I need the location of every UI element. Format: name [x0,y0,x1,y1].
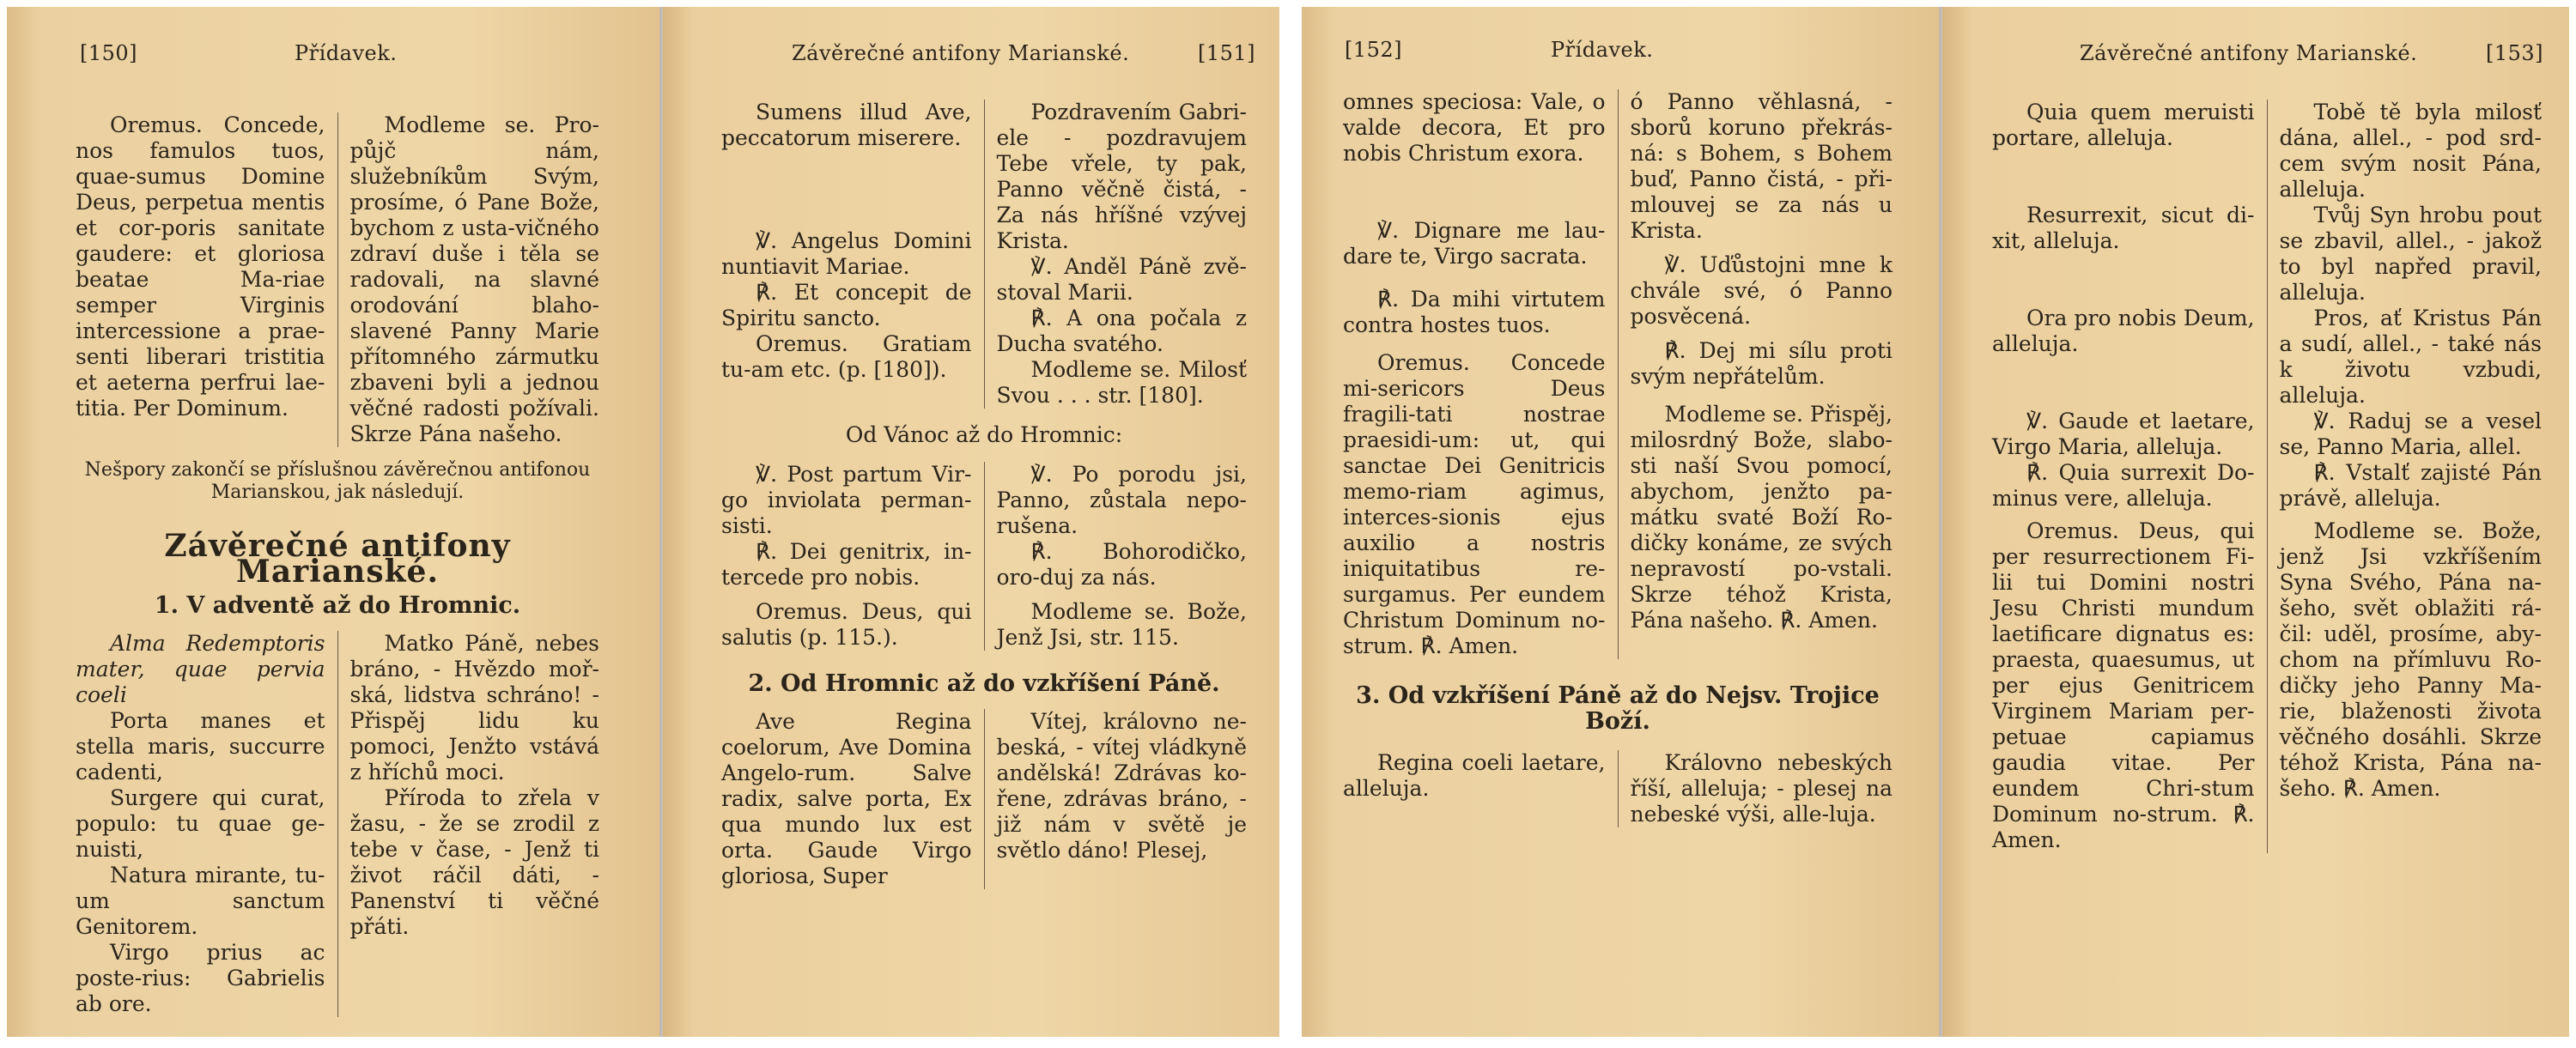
latin-oremus: Oremus. Concede mi-sericors Deus fragili-tati nostrae praesidi-um: ut, qui sanctae Dei Genitricis memo-riam agimus, interces-sionis ejus auxilio a nostris iniquitatibus re-surgamus. Per eundem Christum Dominum no-strum. ℟. Amen. [1343,350,1606,658]
page-number: [153] [2485,41,2543,65]
alma-block [76,631,599,1017]
page-body [76,112,599,1017]
latin-verse: Resurrexit, sicut di-xit, alleluja. [1992,203,2255,253]
page-152 [1302,7,1939,1037]
czech-verse: Pozdravením Gabri-ele - pozdravujem Tebe vřele, ty pak, Panno věčně čistá, - Za nás hříšné vzývej Krista. [996,100,1247,253]
czech-verse: Příroda to zřela v žasu, - že se zrodil z tebe v čase, - Jenž ti život ráčil dáti, - Panenství ti věčné přáti. [349,785,599,939]
latin-verse: Surgere qui curat, populo: tu quae ge-nuisti, [76,785,325,862]
subsection-title: 2. Od Hromnic až do vzkříšení Páně. [748,670,1220,697]
latin-verse: Porta manes et stella maris, succurre cadenti, [76,708,325,784]
czech-verse: Tvůj Syn hrobu pout se zbavil, allel., - jakož to byl napřed pravil, alleluja. [2279,203,2542,305]
page-body [1992,100,2542,853]
latin-verse: Ave Regina coelorum, Ave Domina Angelo-rum. Salve radix, salve porta, Ex qua mundo lux est orta. Gaude Virgo gloriosa, Super [721,709,972,888]
section-title: Závěrečné antifony Marianské. [164,528,511,590]
latin-oremus: Oremus. Deus, qui salutis (p. 115.). [721,599,972,650]
latin-oremus: Oremus. Gratiam tu-am etc. (p. [180]). [721,331,972,382]
czech-oremus: Modleme se. Pro-půjč nám, služebníkům Svým, prosíme, ó Pane Bože, bychom z usta-vičného zdraví duše i těla se radovali, na slavné orodování blaho-slavené Panny Marie přítomného zármutku zbaveni byli a jednou věčné radosti požívali. Skrze Pána našeho. [337,112,600,447]
running-title: Přídavek. [295,41,398,65]
latin-oremus: Oremus. Concede, nos famulos tuos, quae-sumus Domine Deus, perpetua mentis et cor-poris sanitate gaudere: et gloriosa beatae Ma-riae semper Virginis intercessione a prae-senti liberari tristitia et aeterna perfrui lae-titia. Per Dominum. [76,112,325,421]
czech-verse: ó Panno věhlasná, - sborů koruno překrás-ná: s Bohem, s Bohem buď, Panno čistá, - při-mlouvej se za nás u Krista. [1630,89,1893,243]
page-body [721,100,1247,889]
running-title: Závěrečné antifony Marianské. [2080,41,2418,65]
latin-versicle: ℣. Post partum Vir-go inviolata perman-sisti. [721,462,972,538]
czech-oremus: Modleme se. Milosť Svou . . . str. [180]. [996,357,1247,408]
latin-versicle: ℣. Angelus Domini nuntiavit Mariae. [721,228,972,279]
latin-verse: Virgo prius ac poste-rius: Gabrielis ab ore. [76,940,325,1016]
czech-versicle: ℣. Uďůstojni mne k chvále své, ó Panno posvěcená. [1630,252,1893,329]
czech-response: ℟. Vstalť zajisté Pán právě, alleluja. [2279,460,2542,511]
czech-oremus: Modleme se. Bože, Jenž Jsi, str. 115. [996,599,1247,650]
latin-verse: Quia quem meruisti portare, alleluja. [1992,100,2255,150]
latin-versicle: ℣. Gaude et laetare, Virgo Maria, alleluja. [1992,409,2255,459]
latin-response: ℟. Dei genitrix, in-tercede pro nobis. [721,539,972,590]
czech-oremus: Modleme se. Bože, jenž Jsi vzkříšením Syna Svého, Pána na-šeho, svět oblažiti rá-čil: uděl, prosíme, aby-chom na přímluvu Ro-dičky jeho Panny Ma-rie, blaženosti života věčného dosáhli. Skrze téhož Krista, Pána na-šeho. ℟. Amen. [2279,518,2542,801]
latin-verse: Alma Redemptoris mater, quae pervia coeli [76,631,325,707]
page-153 [1942,7,2569,1037]
page-number: [151] [1197,41,1255,65]
latin-verse: omnes speciosa: Vale, o valde decora, Et pro nobis Christum exora. [1343,89,1606,166]
page-number: [150] [80,41,138,65]
subsection-title: 1. V adventě až do Hromnic. [154,592,521,619]
czech-response: ℟. A ona počala z Ducha svatého. [996,306,1247,356]
latin-versicle: ℣. Dignare me lau-dare te, Virgo sacrata. [1343,218,1606,269]
oremus-block [76,112,599,447]
czech-verse: Vítej, královno ne-beská, - vítej vládkyně andělská! Zdrávas ko-řene, zdrávas bráno, - již nám v světě je světlo dáno! Plesej, [984,709,1248,889]
season-heading: Od Vánoc až do Hromnic: [845,422,1123,447]
latin-response: ℟. Da mihi virtutem contra hostes tuos. [1343,287,1606,337]
czech-verse: Pros, ať Kristus Pán a sudí, allel., - také nás k životu vzbudi, alleluja. [2279,306,2542,408]
page-number: [152] [1345,38,1403,62]
latin-verse: Natura mirante, tu-um sanctum Genitorem. [76,863,325,939]
latin-verse: Sumens illud Ave, peccatorum miserere. [721,100,972,150]
scan-spread-right [1295,0,2576,1048]
czech-response: ℟. Bohorodičko, oro-duj za nás. [996,539,1247,590]
czech-verse: Královno nebeských říší, alleluja; - plesej na nebeské výši, alle-luja. [1618,750,1893,827]
czech-versicle: ℣. Po porodu jsi, Panno, zůstala nepo-rušena. [996,462,1247,538]
latin-oremus: Oremus. Deus, qui per resurrectionem Fi-lii tui Domini nostri Jesu Christi mundum laetificare dignatus es: praesta, quaesumus, ut per ejus Genitricem Virginem Mariam per-petuae capiamus gaudia vitae. Per eundem Chri-stum Dominum no-strum. ℟. Amen. [1992,518,2255,852]
scan-spread-left [0,0,1285,1048]
czech-response: ℟. Dej mi sílu proti svým nepřátelům. [1630,338,1893,389]
latin-response: ℟. Et concepit de Spiritu sancto. [721,280,972,330]
latin-response: ℟. Quia surrexit Do-minus vere, alleluja. [1992,460,2255,511]
rubric-note: Nešpory zakončí se příslušnou závěrečnou antifonou Marianskou, jak následují. [84,459,591,503]
czech-verse: Tobě tě byla milosť dána, allel., - pod srd-cem svým nosit Pána, alleluja. [2279,100,2542,202]
latin-verse: Regina coeli laetare, alleluja. [1343,750,1606,801]
czech-oremus: Modleme se. Přispěj, milosrdný Bože, slabo-sti naší Svou pomocí, abychom, jenžto pa-mátku svaté Boží Ro-dičky konáme, ze svých nepravostí po-vstali. Skrze téhož Krista, Pána našeho. ℟. Amen. [1630,402,1893,633]
czech-versicle: ℣. Raduj se a vesel se, Panno Maria, allel. [2279,409,2542,459]
running-title: Závěrečné antifony Marianské. [792,41,1130,65]
czech-versicle: ℣. Anděl Páně zvě-stoval Marii. [996,254,1247,305]
page-150 [7,7,659,1037]
page-body [1343,89,1893,827]
page-151 [663,7,1279,1037]
subsection-title: 3. Od vzkříšení Páně až do Nejsv. Trojice Boží. [1356,682,1880,735]
latin-verse: Ora pro nobis Deum, alleluja. [1992,306,2255,356]
czech-verse: Matko Páně, nebes bráno, - Hvězdo moř-ská, lidstva schráno! - Přispěj lidu ku pomoci, Jenžto vstává z hříchů moci. [349,631,599,784]
running-title: Přídavek. [1551,38,1654,62]
